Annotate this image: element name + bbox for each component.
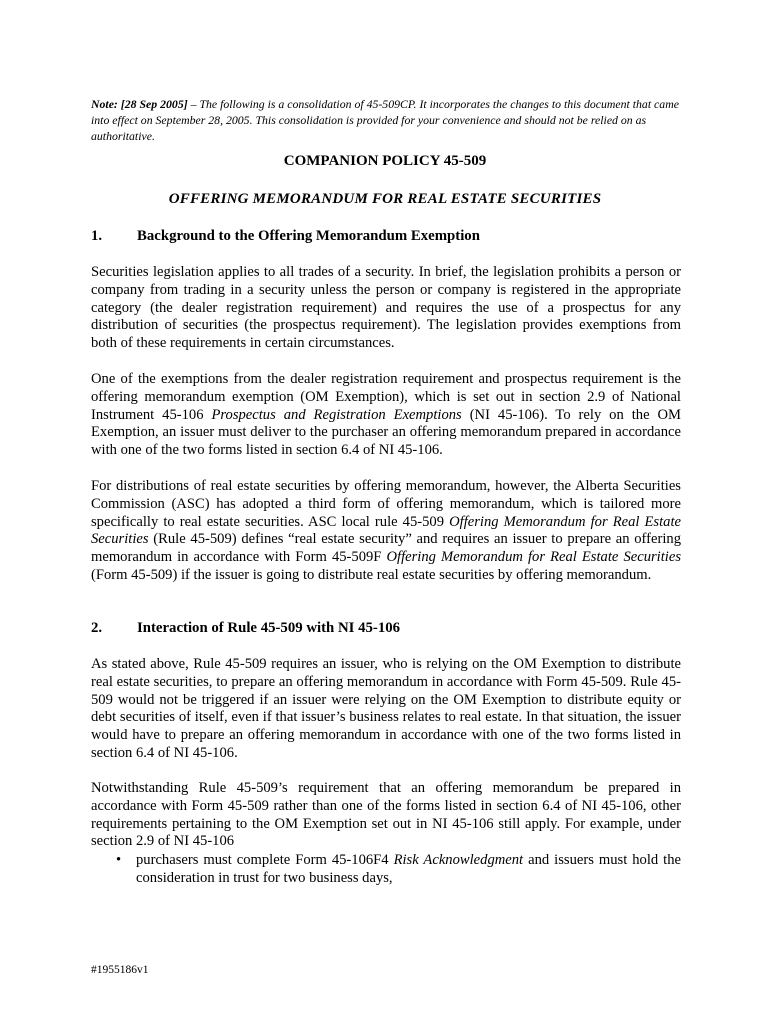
section-1-paragraph-1: Securities legislation applies to all trades of a security. In brief, the legislation prohibits a person or company from trading in a security unless the person or company is registered in the appropriate category (the dealer registration requirement) and requires the use of a prospectus for any distribution of securities (the prospectus requirement). The legislation provides exemptions from both of these requirements in certain circumstances. xyxy=(91,264,681,352)
requirements-list xyxy=(91,852,681,888)
list-item-text: and issuers must hold the consideration in trust for two business days, xyxy=(136,852,681,886)
form-title: Offering Memorandum for Real Estate Securities xyxy=(386,549,681,566)
note-text: – The following is a consolidation of 45-509CP. It incorporates the changes to this document that came into effect on September 28, 2005. This consolidation is provided for your convenience and should not be relied on as authoritative. xyxy=(91,97,679,143)
instrument-title: Prospectus and Registration Exemptions xyxy=(211,406,462,423)
paragraph-text: (NI 45-106). To rely on the OM Exemption, an issuer must deliver to the purchaser an offering memorandum prepared in accordance with one of the two forms listed in section 6.4 of NI 45-106. xyxy=(91,406,682,459)
section-1-number: 1. xyxy=(91,228,103,244)
section-1-paragraph-3 xyxy=(91,478,681,585)
section-2-paragraph-1: As stated above, Rule 45-509 requires an issuer, who is relying on the OM Exemption to distribute real estate securities, to prepare an offering memorandum in accordance with Form 45-509. Rule 45-509 would not be triggered if an issuer were relying on the OM Exemption to distribute equity or debt securities of itself, even if that issuer’s business relates to real estate. In that situation, the issuer would have to prepare an offering memorandum in accordance with one of the two forms listed in section 6.4 of NI 45-106. xyxy=(91,656,681,761)
document-id-footer: #1955186v1 xyxy=(91,964,149,976)
section-2-title: Interaction of Rule 45-509 with NI 45-106 xyxy=(137,620,401,636)
document-title: COMPANION POLICY 45-509 xyxy=(283,153,487,169)
section-2-number: 2. xyxy=(91,620,103,636)
document-subtitle: OFFERING MEMORANDUM FOR REAL ESTATE SECURITIES xyxy=(168,191,602,207)
paragraph-text: (Rule 45-509) defines “real estate security” and requires an issuer to prepare an offering memorandum in accordance with Form 45-509F xyxy=(91,531,681,566)
paragraph-text: (Form 45-509) if the issuer is going to distribute real estate securities by offering memorandum. xyxy=(91,566,652,583)
section-2-paragraph-2: Notwithstanding Rule 45-509’s requirement that an offering memorandum be prepared in accordance with Form 45-509 rather than one of the forms listed in section 6.4 of NI 45-106, other requirements pertaining to the OM Exemption set out in NI 45-106 still apply. For example, under section 2.9 of NI 45-106 xyxy=(91,780,681,850)
list-item-text: purchasers must complete Form 45-106F4 xyxy=(136,852,394,868)
section-1-title: Background to the Offering Memorandum Exemption xyxy=(137,228,480,244)
section-2-heading xyxy=(91,620,400,638)
section-1-heading xyxy=(91,228,480,246)
list-item xyxy=(91,852,681,888)
rule-title: Offering Memorandum for Real Estate Securities xyxy=(91,513,681,548)
form-title: Risk Acknowledgment xyxy=(393,852,524,868)
consolidation-note xyxy=(91,96,691,144)
note-label: Note: [28 Sep 2005] xyxy=(91,97,188,111)
paragraph-text: For distributions of real estate securities by offering memorandum, however, the Alberta Securities Commission (ASC) has adopted a third form of offering memorandum, which is tailored more specifically to real estate securities. ASC local rule 45-509 xyxy=(91,478,681,530)
section-1-paragraph-2 xyxy=(91,371,681,460)
paragraph-text: One of the exemptions from the dealer registration requirement and prospectus requirement is the offering memorandum exemption (OM Exemption), which is set out in section 2.9 of National Instrument 45-106 xyxy=(91,371,681,423)
bullet-icon: • xyxy=(116,852,122,868)
